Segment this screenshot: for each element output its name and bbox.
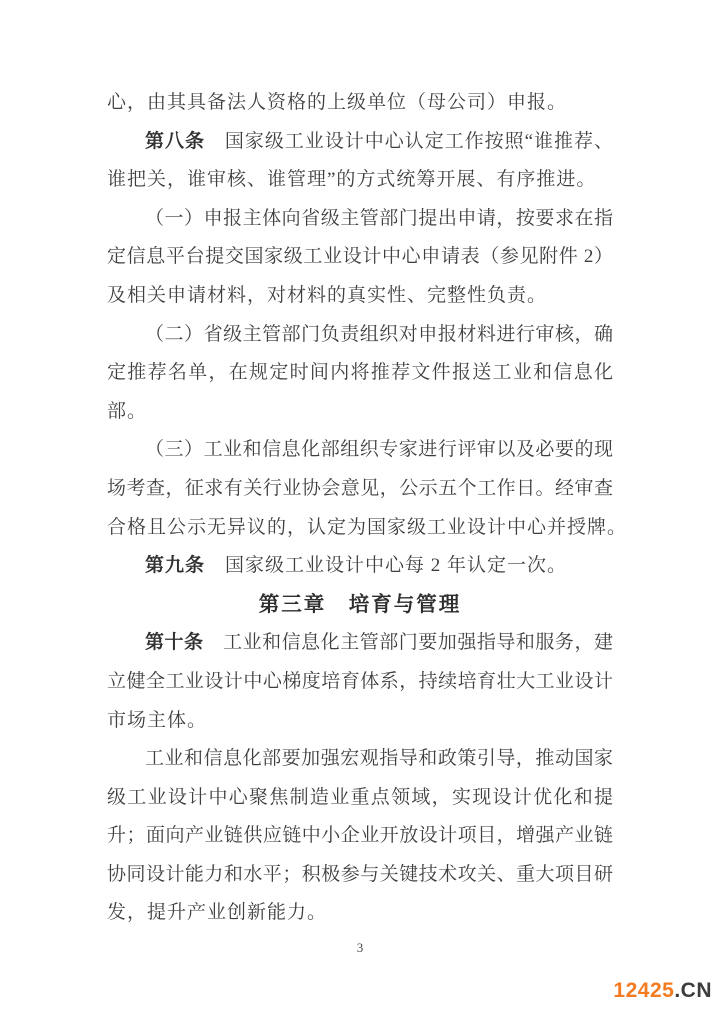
- line-text: 合格且公示无异议的，认定为国家级工业设计中心并授牌。: [107, 516, 628, 538]
- article-number: 第十条: [145, 632, 204, 654]
- text-line: [107, 277, 613, 316]
- text-line: [107, 779, 613, 818]
- text-line: [107, 84, 613, 123]
- watermark-suffix: .CN: [674, 979, 712, 1002]
- text-line: [107, 200, 613, 239]
- text-line: [107, 393, 613, 432]
- text-line: [107, 817, 613, 856]
- line-text: 立健全工业设计中心梯度培育体系，持续培育壮大工业设计: [107, 670, 613, 692]
- line-text: （三）工业和信息化部组织专家进行评审以及必要的现: [145, 439, 613, 461]
- text-line: [107, 894, 613, 933]
- line-text: 谁把关，谁审核、谁管理”的方式统筹开展、有序推进。: [107, 169, 597, 191]
- line-text: 工业和信息化部要加强宏观指导和政策引导，推动国家: [145, 748, 613, 770]
- text-line: [107, 740, 613, 779]
- line-text: 协同设计能力和水平；积极参与关键技术攻关、重大项目研: [107, 863, 613, 885]
- article-number: 第九条: [145, 555, 206, 577]
- line-text: 心，由其具备法人资格的上级单位（母公司）申报。: [107, 92, 568, 113]
- text-line: [107, 547, 613, 586]
- line-text: 及相关申请材料，对材料的真实性、完整性负责。: [107, 284, 548, 306]
- chapter-heading-text: 第三章 培育与管理: [258, 593, 462, 616]
- text-line: [107, 702, 613, 741]
- line-text: 国家级工业设计中心每 2 年认定一次。: [205, 555, 568, 577]
- text-line: [107, 316, 613, 355]
- text-line: [107, 354, 613, 393]
- line-text: （一）申报主体向省级主管部门提出申请，按要求在指: [145, 207, 613, 229]
- text-line: [107, 663, 613, 702]
- text-line: [107, 624, 613, 663]
- line-text: 场考查，征求有关行业协会意见，公示五个工作日。经审查: [107, 477, 613, 499]
- chapter-heading: [107, 586, 613, 625]
- line-text: 级工业设计中心聚焦制造业重点领域，实现设计优化和提: [107, 786, 613, 808]
- line-text: 升；面向产业链供应链中小企业开放设计项目，增强产业链: [107, 825, 613, 847]
- page-number: 3: [356, 940, 364, 955]
- line-text: （二）省级主管部门负责组织对申报材料进行审核，确: [145, 323, 613, 345]
- line-text: 定推荐名单，在规定时间内将推荐文件报送工业和信息化: [107, 362, 613, 384]
- article-number: 第八条: [145, 130, 205, 152]
- line-text: 国家级工业设计中心认定工作按照“谁推荐、: [204, 130, 613, 152]
- text-line: [107, 509, 628, 548]
- line-text: 工业和信息化主管部门要加强指导和服务，建: [203, 632, 613, 654]
- text-line: [107, 238, 613, 277]
- line-text: 市场主体。: [107, 709, 208, 731]
- text-line: [107, 470, 613, 509]
- line-text: 发，提升产业创新能力。: [107, 902, 328, 924]
- text-line: [107, 856, 613, 895]
- watermark-brand: 12425: [613, 979, 675, 1002]
- text-line: [107, 123, 613, 162]
- text-line: [107, 161, 613, 200]
- document-body: [107, 84, 628, 933]
- line-text: 部。: [107, 400, 148, 422]
- line-text: 定信息平台提交国家级工业设计中心申请表（参见附件 2）: [107, 246, 613, 268]
- watermark: [613, 979, 712, 1003]
- text-line: [107, 431, 613, 470]
